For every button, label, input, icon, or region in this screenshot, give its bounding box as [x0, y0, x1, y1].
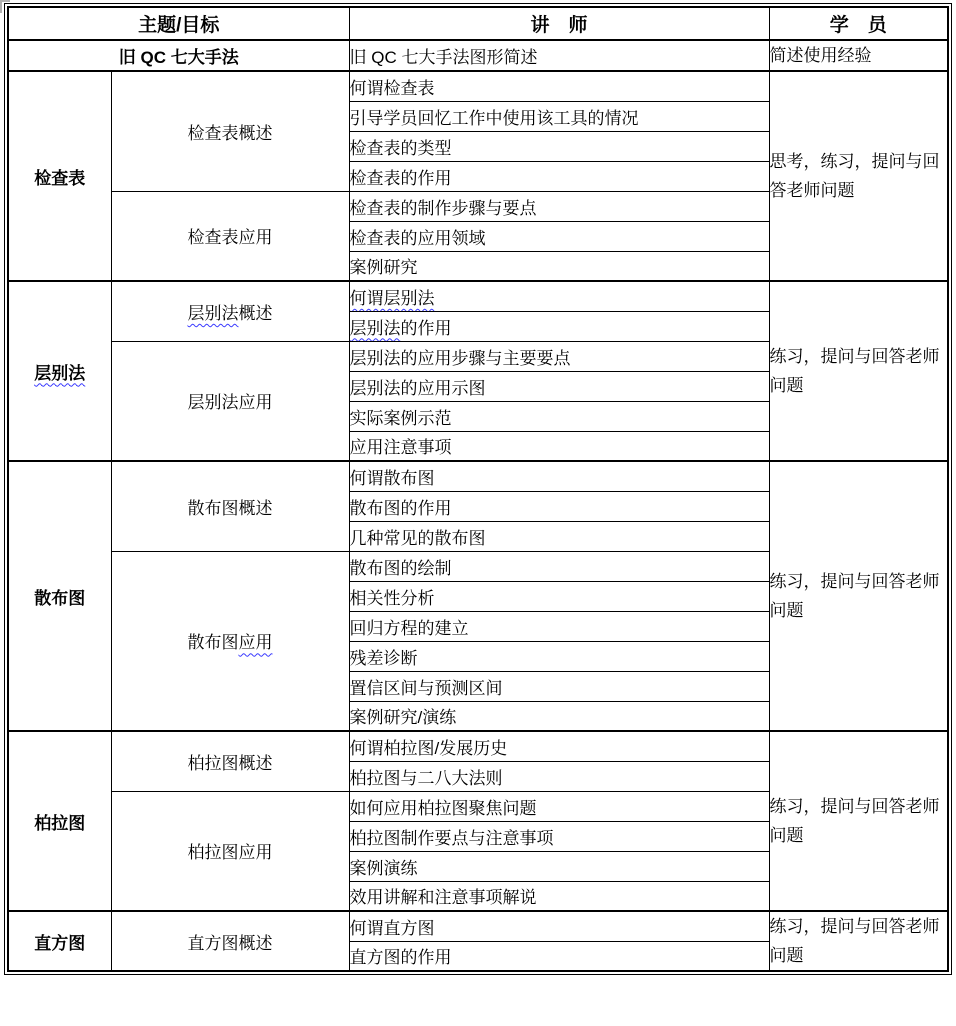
- lecturer-cell: 置信区间与预测区间: [349, 671, 769, 701]
- spellcheck-wavy-text: 何谓层别法: [349, 288, 435, 308]
- subtopic-cell: 散布图应用: [111, 551, 349, 731]
- lecturer-cell: 案例研究: [349, 251, 769, 281]
- lecturer-cell: 何谓散布图: [349, 461, 769, 491]
- column-header-lecturer: 讲 师: [349, 7, 769, 40]
- lecturer-cell: 应用注意事项: [349, 431, 769, 461]
- table-row: [8, 911, 948, 941]
- lecturer-cell: 案例研究/演练: [349, 701, 769, 731]
- lecturer-cell: 层别法的应用示图: [349, 371, 769, 401]
- lecturer-cell: 散布图的绘制: [349, 551, 769, 581]
- subtopic-cell: 检查表应用: [111, 191, 349, 281]
- table-row: [8, 40, 948, 71]
- subtopic-cell: 层别法概述: [111, 281, 349, 341]
- subtopic-cell: 层别法应用: [111, 341, 349, 461]
- subtopic-cell: 柏拉图概述: [111, 731, 349, 791]
- student-cell: 练习，提问与回答老师问题: [769, 461, 948, 731]
- topic-cell-old-qc: 旧 QC 七大手法: [8, 40, 349, 71]
- spellcheck-wavy-text: 应用: [238, 633, 273, 653]
- spellcheck-wavy-text: 层别法: [187, 303, 239, 323]
- subtopic-cell: 柏拉图应用: [111, 791, 349, 911]
- column-header-topic-goal: 主题/目标: [8, 7, 349, 40]
- spellcheck-wavy-text: 层别法: [349, 318, 401, 338]
- lecturer-cell: 层别法的应用步骤与主要要点: [349, 341, 769, 371]
- topic-cell-check-sheet: 检查表: [8, 71, 111, 281]
- lecturer-cell: [349, 281, 769, 311]
- page-corner-mark: [0, 0, 2, 13]
- lecturer-cell: 几种常见的散布图: [349, 521, 769, 551]
- subtopic-cell: 直方图概述: [111, 911, 349, 971]
- table-row: [8, 281, 948, 311]
- topic-cell-pareto: 柏拉图: [8, 731, 111, 911]
- lecturer-cell: 何谓柏拉图/发展历史: [349, 731, 769, 761]
- lecturer-cell: 回归方程的建立: [349, 611, 769, 641]
- lecturer-cell: 检查表的应用领域: [349, 221, 769, 251]
- lecturer-cell: 散布图的作用: [349, 491, 769, 521]
- lecturer-cell: 层别法的作用: [349, 311, 769, 341]
- lecturer-cell: 案例演练: [349, 851, 769, 881]
- lecturer-cell: 引导学员回忆工作中使用该工具的情况: [349, 101, 769, 131]
- lecturer-cell: 如何应用柏拉图聚焦问题: [349, 791, 769, 821]
- lecturer-cell: 旧 QC 七大手法图形简述: [349, 40, 769, 71]
- subtopic-cell: 散布图概述: [111, 461, 349, 551]
- table-row: [8, 71, 948, 101]
- lecturer-cell: 效用讲解和注意事项解说: [349, 881, 769, 911]
- header-row: [8, 7, 948, 40]
- student-cell: 练习，提问与回答老师问题: [769, 731, 948, 911]
- lecturer-cell: 检查表的作用: [349, 161, 769, 191]
- table-row: [8, 461, 948, 491]
- lecturer-cell: 残差诊断: [349, 641, 769, 671]
- topic-cell-scatter: 散布图: [8, 461, 111, 731]
- lecturer-cell: 相关性分析: [349, 581, 769, 611]
- table-row: [8, 731, 948, 761]
- course-outline-table-frame: [4, 3, 952, 975]
- student-cell: 简述使用经验: [769, 40, 948, 71]
- column-header-student: 学 员: [769, 7, 948, 40]
- subtopic-cell: 检查表概述: [111, 71, 349, 191]
- lecturer-cell: 检查表的类型: [349, 131, 769, 161]
- lecturer-cell: 直方图的作用: [349, 941, 769, 971]
- lecturer-cell: 何谓检查表: [349, 71, 769, 101]
- course-outline-table: [7, 6, 949, 972]
- lecturer-cell: 柏拉图与二八大法则: [349, 761, 769, 791]
- student-cell: 练习，提问与回答老师问题: [769, 281, 948, 461]
- student-cell: 练习，提问与回答老师问题: [769, 911, 948, 971]
- lecturer-cell: 检查表的制作步骤与要点: [349, 191, 769, 221]
- lecturer-cell: 柏拉图制作要点与注意事项: [349, 821, 769, 851]
- topic-cell-stratification: [8, 281, 111, 461]
- lecturer-cell: 实际案例示范: [349, 401, 769, 431]
- lecturer-cell: 何谓直方图: [349, 911, 769, 941]
- topic-cell-histogram: 直方图: [8, 911, 111, 971]
- spellcheck-wavy-text: 层别法: [34, 363, 86, 383]
- student-cell: 思考，练习，提问与回答老师问题: [769, 71, 948, 281]
